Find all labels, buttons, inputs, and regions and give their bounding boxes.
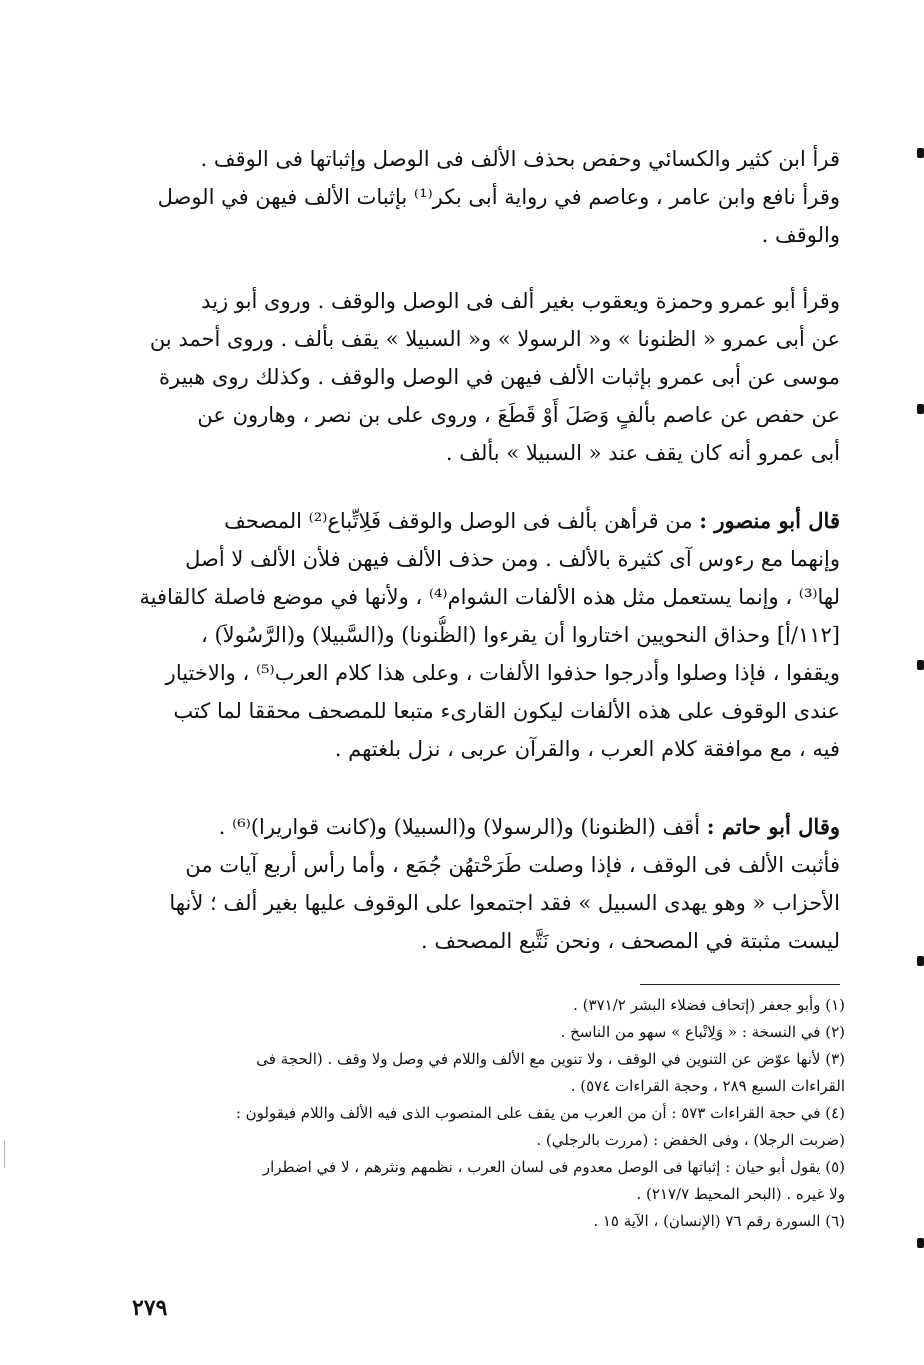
binding-mark: [917, 148, 924, 158]
footnote-continuation: ولا غيره . (البحر المحيط ٢١٧/٧) .: [636, 1185, 845, 1203]
binding-mark: [917, 660, 924, 670]
paragraph-line: فيه ، مع موافقة كلام العرب ، والقرآن عربى ، نزل بلغتهم .: [334, 737, 840, 761]
paragraph-lead: وقال أبو حاتم :: [706, 814, 840, 839]
paragraph-line: الأحزاب « وهو يهدى السبيل » فقد اجتمعوا على الوقوف عليها بغير ألف ؛ لأنها: [169, 891, 840, 915]
paragraph-line: لها⁽³⁾ ، وإنما يستعمل مثل هذه الألفات الشوام⁽⁴⁾ ، ولأنها في موضع فاصلة كالقافية: [139, 585, 840, 609]
paragraph-2: [128, 282, 840, 472]
paragraph-line: [١١٢/أ] وحذاق النحويين اختاروا أن يقرءوا (الظُّنونا) و(السَّبيلا) و(الرَّسُولاَ) ،: [201, 623, 840, 647]
paragraph-line: عن حفص عن عاصم بألفٍ وَصَلَ أَوْ قَطَعَ ، وروى على بن نصر ، وهارون عن: [197, 403, 840, 427]
footnote: (١) وأبو جعفر (إتحاف فضلاء البشر ٣٧١/٢) .: [573, 996, 845, 1014]
binding-mark: [917, 956, 924, 966]
paragraph-line: عن أبى عمرو « الظنونا » و« الرسولا » و« السبيلا » يقف بألف . وروى أحمد بن: [149, 327, 840, 351]
page-number: ٢٧٩: [132, 1295, 168, 1321]
footnote: (٤) في حجة القراءات ٥٧٣ : أن من العرب من يقف على المنصوب الذى فيه الألف واللام فيقولون :: [235, 1104, 845, 1122]
footnotes: [135, 992, 845, 1235]
scan-edge-mark: [4, 1140, 5, 1168]
paragraph-line: [128, 502, 840, 540]
paragraph-line: والوقف .: [761, 223, 840, 247]
paragraph-line: أبى عمرو أنه كان يقف عند « السبيلا » بألف .: [445, 441, 840, 465]
paragraph-line: ليست مثبتة في المصحف ، ونحن نَتَّبع المصحف .: [421, 929, 840, 953]
footnote: (٥) يقول أبو حيان : إثباتها فى الوصل معدوم فى لسان العرب ، نظمهم ونثرهم ، لا في اضطرار: [262, 1158, 845, 1176]
footnote-continuation: القراءات السبع ٢٨٩ ، وحجة القراءات ٥٧٤) .: [570, 1077, 845, 1095]
paragraph-line: فأثبت الألف فى الوقف ، فإذا وصلت طَرَحْتهُن جُمَع ، وأما رأس أربع آيات من: [185, 853, 840, 877]
paragraph-line: وإنهما مع رءوس آى كثيرة بالألف . ومن حذف الألف فيهن فلأن الألف لا أصل: [185, 547, 840, 571]
paragraph-lead: قال أبو منصور :: [699, 508, 840, 533]
paragraph-4: [128, 808, 840, 960]
paragraph-line: عندى الوقوف على هذه الألفات ليكون القارىء متبعا للمصحف محققا لما كتب: [173, 699, 840, 723]
paragraph-line: وقرأ أبو عمرو وحمزة ويعقوب بغير ألف فى الوصل والوقف . وروى أبو زيد: [201, 289, 840, 313]
footnote: (٢) في النسخة : « وَلِاتْباع » سهو من الناسخ .: [560, 1023, 845, 1041]
paragraph-1: [128, 140, 840, 254]
binding-mark: [917, 1238, 924, 1248]
footnote-divider: [640, 984, 840, 985]
paragraph-line-text: من قرأهن بألف فى الوصل والوقف فَلِاتِّباع⁽²⁾ المصحف: [224, 509, 693, 533]
paragraph-line: وقرأ نافع وابن عامر ، وعاصم في رواية أبى بكر⁽¹⁾ بإثبات الألف فيهن في الوصل: [157, 185, 840, 209]
paragraph-line: ويقفوا ، فإذا وصلوا وأدرجوا حذفوا الألفات ، وعلى هذا كلام العرب⁽⁵⁾ ، والاختيار: [165, 661, 840, 685]
binding-mark: [917, 404, 924, 414]
paragraph-line: قرأ ابن كثير والكسائي وحفص بحذف الألف فى الوصل وإثباتها فى الوقف .: [200, 147, 840, 171]
paragraph-line: [128, 808, 840, 846]
footnote: (٣) لأنها عوّض عن التنوين في الوقف ، ولا تنوين مع الألف واللام في وصل ولا وقف . (الحجة فى: [256, 1050, 845, 1068]
paragraph-3: [128, 502, 840, 768]
paragraph-line-text: أقف (الظنونا) و(الرسولا) و(السبيلا) و(كانت قواريرا)⁽⁶⁾ .: [218, 815, 701, 839]
footnote: (٦) السورة رقم ٧٦ (الإنسان) ، الآية ١٥ .: [593, 1212, 845, 1230]
footnote-continuation: (ضربت الرجلا) ، وفى الخفض : (مررت بالرجلي) .: [536, 1131, 845, 1149]
paragraph-line: موسى عن أبى عمرو بإثبات الألف فيهن في الوصل والوقف . وكذلك روى هبيرة: [158, 365, 840, 389]
